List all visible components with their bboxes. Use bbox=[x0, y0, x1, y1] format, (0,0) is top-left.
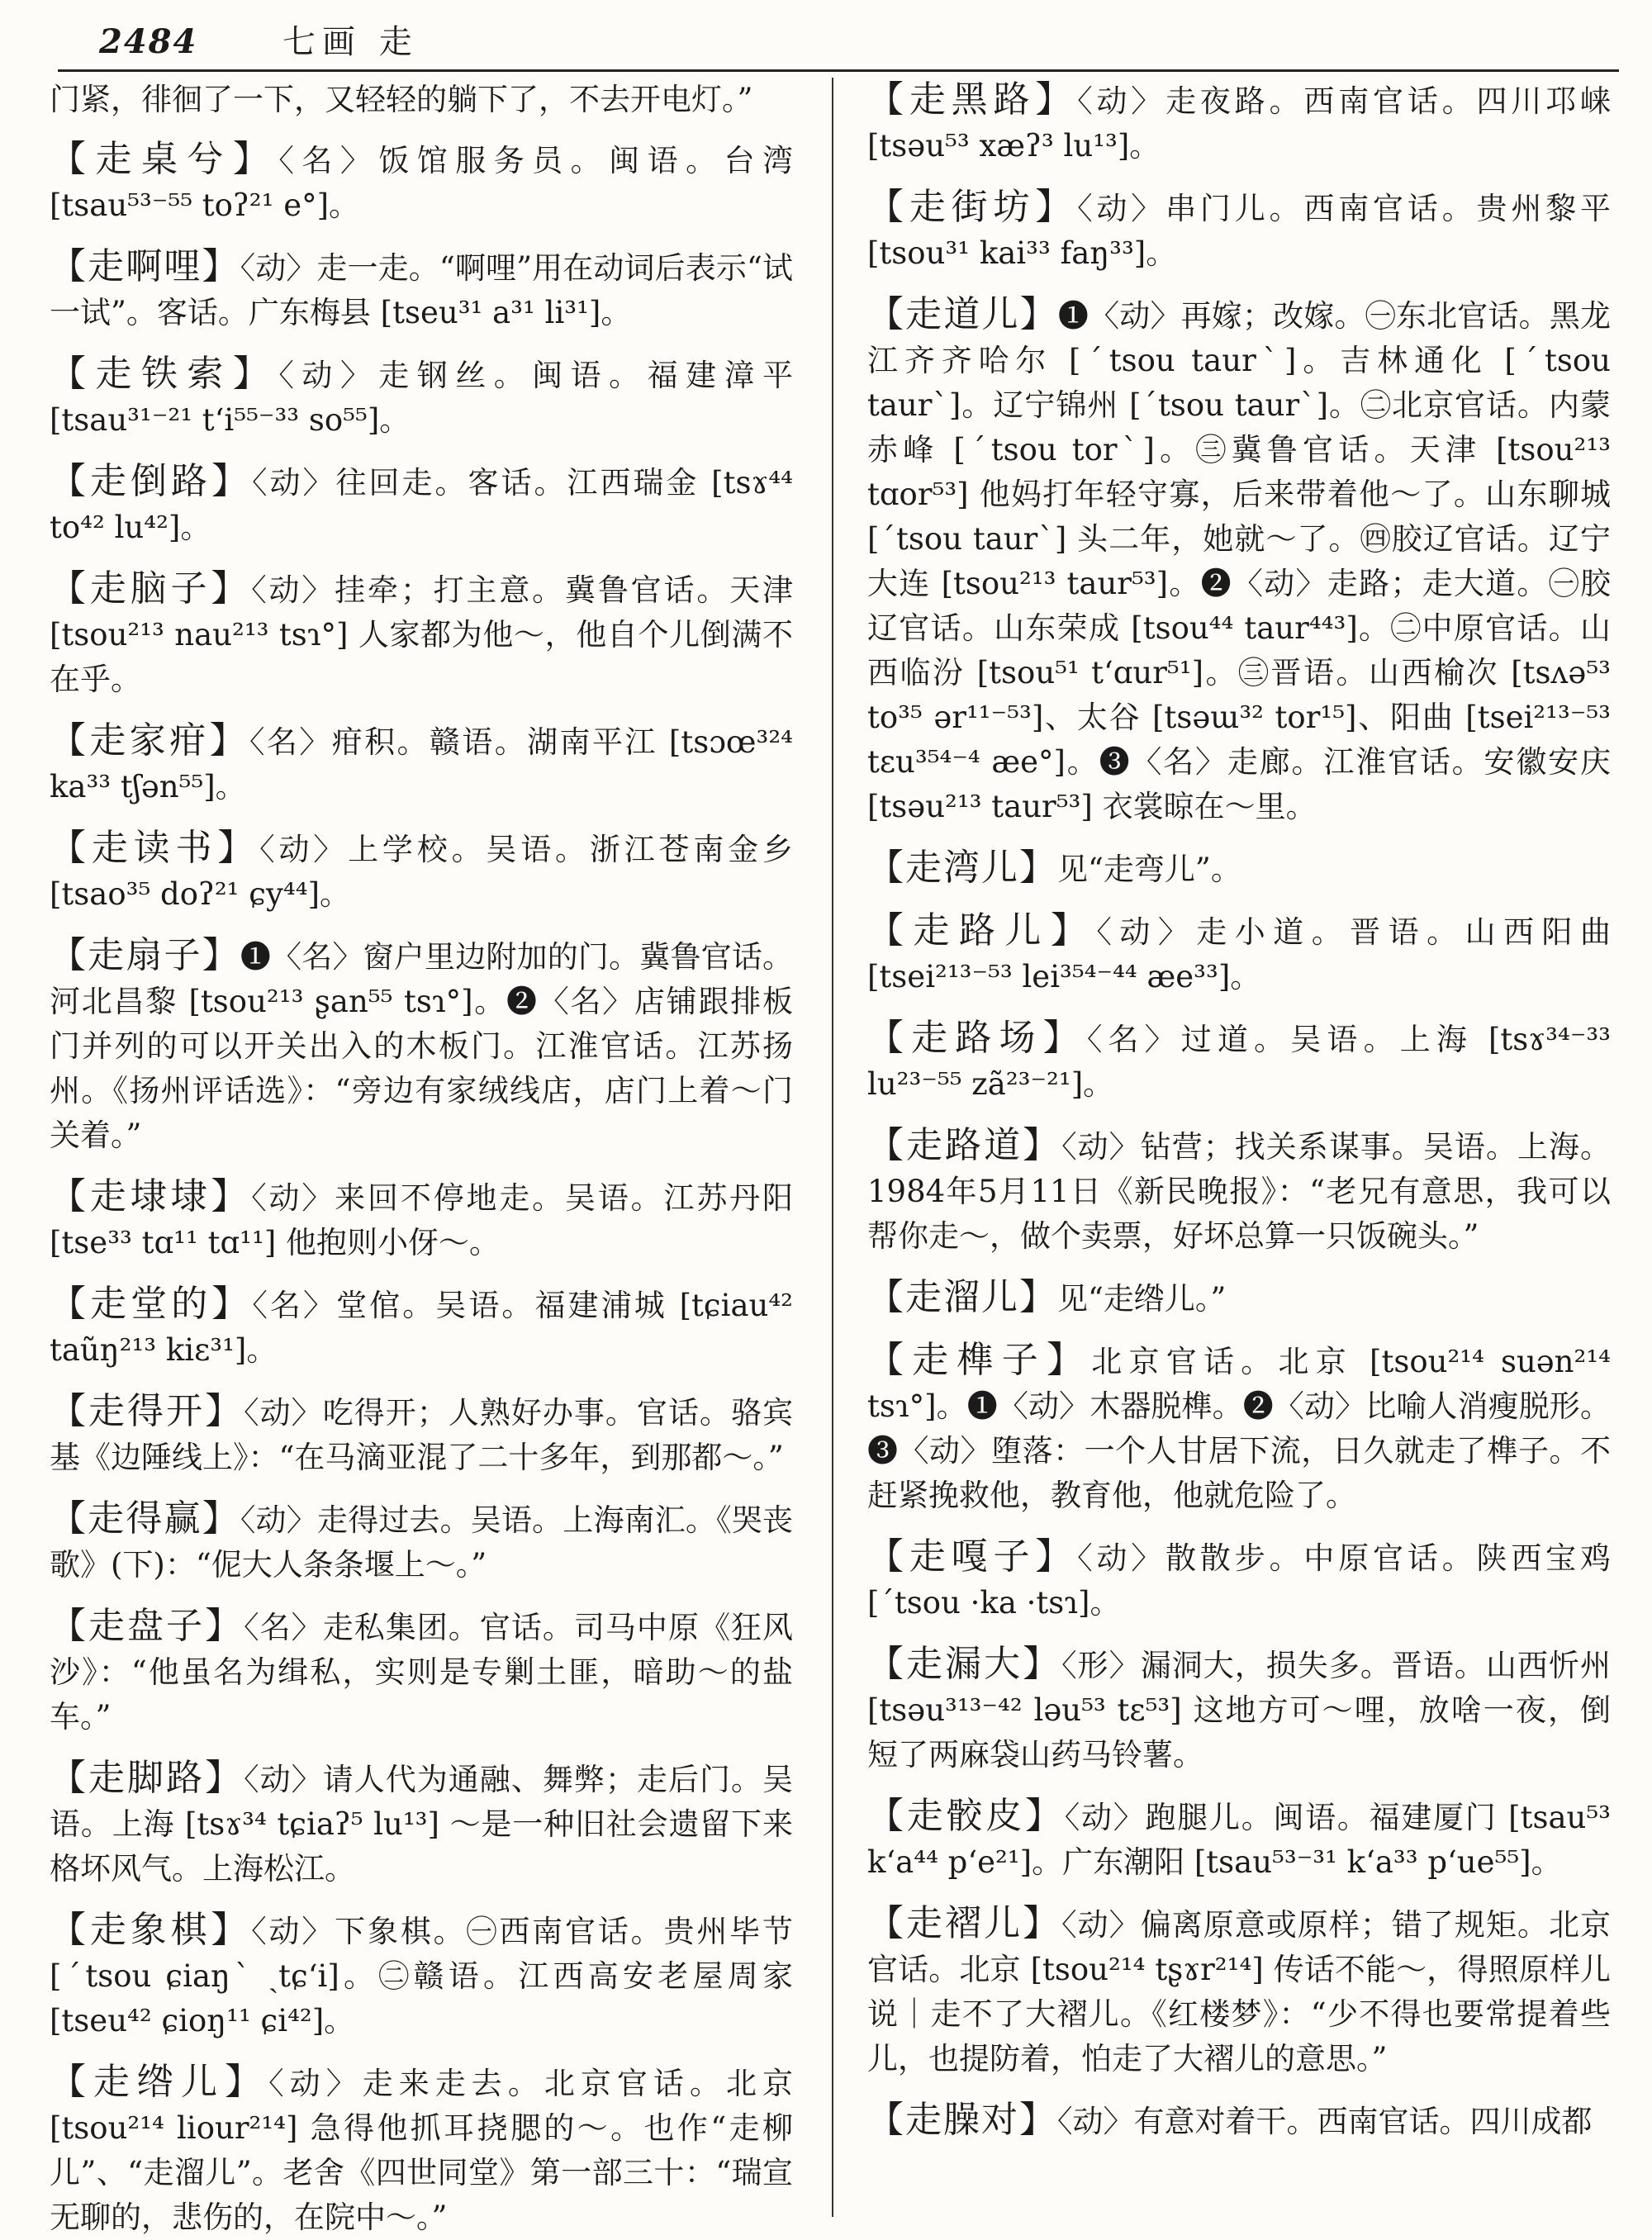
entry-term: 【走湾儿】 bbox=[867, 847, 1057, 889]
entry-term: 【走铁索】 bbox=[50, 353, 279, 395]
page-header bbox=[58, 15, 1619, 72]
column-divider bbox=[832, 78, 833, 2217]
entry-body: 〈动〉走得过去。吴语。上海南汇。《哭丧歌》(下)：“伲大人条条堰上～。” bbox=[50, 1502, 794, 1583]
entry-zou-hei-lu bbox=[867, 78, 1611, 168]
entry-zou-nao-zi bbox=[50, 567, 793, 702]
entry-body: 〈动〉有意对着干。西南官话。四川成都 bbox=[1057, 2104, 1593, 2139]
entry-body: 〈动〉来回不停地走。吴语。江苏丹阳 [tse³³ tɑ¹¹ tɑ¹¹] 他抱则小伢～。 bbox=[50, 1180, 794, 1260]
continuation-text: 门紧，徘徊了一下，又轻轻的躺下了，不去开电灯。” bbox=[50, 82, 753, 117]
entry-body: 〈名〉堂倌。吴语。福建浦城 [tɕiau⁴² taũŋ²¹³ kiɛ³¹]。 bbox=[50, 1288, 793, 1368]
entry-body: 〈动〉走小道。晋语。山西阳曲 [tsei²¹³⁻⁵³ lei³⁵⁴⁻⁴⁴ æe³³]。 bbox=[867, 914, 1612, 994]
entry-term: 【走臊对】 bbox=[867, 2099, 1057, 2141]
entry-zou-a-li bbox=[50, 244, 793, 335]
entry-term: 【走绺儿】 bbox=[50, 2061, 269, 2103]
entry-body: 〈动〉走钢丝。闽语。福建漳平 [tsau³¹⁻²¹ tʻi⁵⁵⁻³³ so⁵⁵]。 bbox=[50, 358, 794, 438]
page-number: 2484 bbox=[99, 22, 198, 61]
entry-body: 〈名〉疳积。赣语。湖南平江 [tsɔœ³²⁴ ka³³ tʃən⁵⁵]。 bbox=[50, 724, 794, 804]
entry-body: 〈名〉过道。吴语。上海 [tsɤ³⁴⁻³³ lu²³⁻⁵⁵ zã²³⁻²¹]。 bbox=[867, 1022, 1612, 1102]
entry-term: 【走得赢】 bbox=[50, 1497, 240, 1540]
entry-body: 〈动〉挂牵；打主意。冀鲁官话。天津 [tsou²¹³ nau²¹³ tsɿ°] 人家都为他～，他自个儿倒满不在乎。 bbox=[50, 572, 794, 697]
entry-zou-jie-fang bbox=[867, 185, 1611, 276]
entry-body: 〈动〉钻营；找关系谋事。吴语。上海。1984年5月11日《新民晚报》：“老兄有意思，我可以帮你走～，做个卖票，好坏总算一只饭碗头。” bbox=[867, 1129, 1612, 1254]
entry-zou-liu-er-ref bbox=[867, 1275, 1611, 1322]
entry-body: 〈动〉走夜路。西南官话。四川邛崃 [tsəu⁵³ xæʔ³ lu¹³]。 bbox=[867, 83, 1611, 164]
entry-term: 【走道儿】 bbox=[867, 293, 1058, 335]
entry-zou-liu-er bbox=[50, 2060, 793, 2240]
entry-term: 【走脑子】 bbox=[50, 567, 252, 610]
entry-term: 【走读书】 bbox=[50, 827, 260, 869]
entry-term: 【走榫子】 bbox=[867, 1339, 1092, 1381]
entry-zou-ga-zi bbox=[867, 1535, 1611, 1625]
entry-zou-zhuo-xi bbox=[50, 137, 793, 228]
entry-body: ❶〈动〉再嫁；改嫁。㊀东北官话。黑龙江齐齐哈尔 [ˊtsou taurˋ]。吉林通化 [ˊtsou taurˋ]。辽宁锦州 [ˊtsou taurˋ]。㊁北京官话。内蒙赤峰 [ˊtsou torˋ]。㊂冀鲁官话。天津 [tsou²¹³ tɑor⁵³] 他妈打年轻守寡，后来带着他～了。山东聊城 [ˊtsou taurˋ] 头二年，她就～了。㊃胶辽官话。辽宁大连 [tsou²¹³ taur⁵³]。❷〈动〉走路；走大道。㊀胶辽官话。山东荣成 [tsou⁴⁴ taur⁴⁴³]。㊁中原官话。山西临汾 [tsou⁵¹ tʻɑur⁵¹]。㊂晋语。山西榆次 [tsʌə⁵³ to³⁵ ər¹¹⁻⁵³]、太谷 [tsəɯ³² tor¹⁵]、阳曲 [tsei²¹³⁻⁵³ tɛu³⁵⁴⁻⁴ æe°]。❸〈名〉走廊。江淮官话。安徽安庆 [tsəu²¹³ taur⁵³] 衣裳晾在～里。 bbox=[867, 298, 1612, 824]
entry-term: 【走漏大】 bbox=[867, 1643, 1062, 1685]
entry-term: 【走象棋】 bbox=[50, 1909, 252, 1951]
entry-zou-de-ying bbox=[50, 1497, 793, 1587]
entry-zou-de-kai bbox=[50, 1389, 793, 1480]
entry-term: 【走扇子】 bbox=[50, 934, 240, 976]
entry-body: 〈名〉饭馆服务员。闽语。台湾 [tsau⁵³⁻⁵⁵ toʔ²¹ e°]。 bbox=[50, 143, 794, 223]
entry-body: 〈动〉吃得开；人熟好办事。官话。骆宾基《边陲线上》：“在马滴亚混了二十多年，到那都～。” bbox=[50, 1395, 794, 1475]
entry-body: 〈动〉往回走。客话。江西瑞金 [tsɤ⁴⁴ to⁴² lu⁴²]。 bbox=[50, 465, 793, 545]
entry-body: 〈形〉漏洞大，损失多。晋语。山西忻州 [tsəu³¹³⁻⁴² ləu⁵³ tɛ⁵³] 这地方可～哩，放啥一夜，倒短了两麻袋山药马铃薯。 bbox=[867, 1648, 1612, 1773]
entry-body: 〈动〉上学校。吴语。浙江苍南金乡 [tsao³⁵ doʔ²¹ ɕy⁴⁴]。 bbox=[50, 832, 793, 912]
entry-term: 【走桌兮】 bbox=[50, 138, 279, 180]
entry-zou-du-shu bbox=[50, 826, 793, 917]
entry-body: 〈动〉偏离原意或原样；错了规矩。北京官话。北京 [tsou²¹⁴ tʂɤr²¹⁴] 传话不能～，得照原样儿说｜走不了大褶儿。《红楼梦》：“少不得也要常提着些儿，也提防着，怕走了大褶儿的意思。” bbox=[867, 1907, 1612, 2076]
entry-term: 【走倒路】 bbox=[50, 460, 252, 502]
entry-zou-dao-lu bbox=[50, 459, 793, 550]
entry-zou-sao-dui bbox=[867, 2098, 1611, 2144]
entry-zou-sun-zi bbox=[867, 1338, 1611, 1518]
entry-body: 北京官话。北京 [tsou²¹⁴ suən²¹⁴ tsɿ°]。❶〈动〉木器脱榫。❷〈动〉比喻人消瘦脱形。❸〈动〉堕落：一个人甘居下流，日久就走了榫子。不赶紧挽救他，教育他，他就危险了。 bbox=[867, 1344, 1611, 1513]
entry-term: 【走街坊】 bbox=[867, 186, 1078, 228]
entry-zou-qiao-pi bbox=[867, 1794, 1611, 1885]
entry-term: 【走褶儿】 bbox=[867, 1902, 1062, 1944]
entry-body: 〈动〉散散步。中原官话。陕西宝鸡 [ˊtsou ·ka ·tsɿ]。 bbox=[867, 1540, 1611, 1621]
entry-term: 【走家疳】 bbox=[50, 719, 250, 762]
entry-term: 【走盘子】 bbox=[50, 1605, 244, 1647]
entry-zou-jia-gan bbox=[50, 719, 793, 809]
entry-body: 〈动〉走一走。“啊哩”用在动词后表示“试一试”。客话。广东梅县 [tseu³¹ a³¹ li³¹]。 bbox=[50, 250, 794, 330]
entry-body: ❶〈名〉窗户里边附加的门。冀鲁官话。河北昌黎 [tsou²¹³ ʂan⁵⁵ tsɿ°]。❷〈名〉店铺跟排板门并列的可以开关出入的木板门。江淮官话。江苏扬州。《扬州评话选》：“旁边有家绒线店，店门上着～门关着。” bbox=[50, 939, 794, 1153]
entry-body: 〈名〉走私集团。官话。司马中原《狂风沙》：“他虽名为缉私，实则是专剿土匪，暗助～的盐车。” bbox=[50, 1610, 794, 1735]
entry-body: 〈动〉走来走去。北京官话。北京 [tsou²¹⁴ liour²¹⁴] 急得他抓耳挠腮的～。也作“走柳儿”、“走溜儿”。老舍《四世同堂》第一部三十：“瑞宣无聊的，悲伤的，在院中～。” bbox=[50, 2066, 794, 2235]
entry-body: 见“走绺儿。” bbox=[1057, 1281, 1227, 1317]
entry-zou-lou-da bbox=[867, 1642, 1611, 1777]
entry-zou-wan-er bbox=[867, 846, 1611, 892]
entry-body: 〈动〉下象棋。㊀西南官话。贵州毕节 [ˊtsou ɕiaŋˋ ˏtɕʻi]。㊁赣语。江西高安老屋周家 [tseu⁴² ɕioŋ¹¹ ɕi⁴²]。 bbox=[50, 1914, 794, 2038]
entry-zou-zhe-er bbox=[867, 1901, 1611, 2081]
left-column bbox=[50, 78, 794, 2235]
entry-body: 〈动〉跑腿儿。闽语。福建厦门 [tsau⁵³ kʻa⁴⁴ pʻe²¹]。广东潮阳 [tsau⁵³⁻³¹ kʻa³³ pʻue⁵⁵]。 bbox=[867, 1800, 1612, 1880]
right-column bbox=[867, 78, 1611, 2217]
entry-zou-lu-chang bbox=[867, 1016, 1611, 1107]
entry-zou-jiao-lu bbox=[50, 1756, 793, 1891]
section-title: 七画 走 bbox=[282, 23, 419, 61]
entry-term: 【走脚路】 bbox=[50, 1757, 244, 1799]
entry-zou-shan-zi bbox=[50, 933, 793, 1158]
entry-term: 【走嘎子】 bbox=[867, 1535, 1078, 1578]
entry-zou-lu-dao bbox=[867, 1123, 1611, 1259]
entry-term: 【走路儿】 bbox=[867, 909, 1097, 952]
entry-term: 【走黑路】 bbox=[867, 78, 1078, 121]
entry-body: 见“走弯儿”。 bbox=[1057, 852, 1241, 887]
entry-term: 【走堂的】 bbox=[50, 1283, 253, 1325]
entry-zou-tang-de bbox=[50, 1282, 793, 1373]
entry-term: 【走埭埭】 bbox=[50, 1175, 252, 1217]
entry-term: 【走啊哩】 bbox=[50, 245, 240, 287]
entry-zou-pan-zi bbox=[50, 1604, 793, 1739]
entry-zou-tie-suo bbox=[50, 352, 793, 443]
entry-zou-dai-dai bbox=[50, 1175, 793, 1265]
entry-term: 【走溜儿】 bbox=[867, 1276, 1057, 1318]
entry-term: 【走路道】 bbox=[867, 1124, 1062, 1166]
entry-zou-lu-er bbox=[867, 909, 1611, 999]
entry-body: 〈动〉串门儿。西南官话。贵州黎平 [tsou³¹ kai³³ faŋ³³]。 bbox=[867, 191, 1611, 271]
entry-zou-dao-er bbox=[867, 292, 1611, 829]
entry-zou-xiang-qi bbox=[50, 1908, 793, 2043]
entry-term: 【走骹皮】 bbox=[867, 1795, 1065, 1837]
entry-body: 〈动〉请人代为通融、舞弊；走后门。吴语。上海 [tsɤ³⁴ tɕiaʔ⁵ lu¹³] ～是一种旧社会遗留下来格坏风气。上海松江。 bbox=[50, 1762, 794, 1886]
entry-term: 【走路场】 bbox=[867, 1017, 1087, 1059]
entry-term: 【走得开】 bbox=[50, 1390, 244, 1432]
